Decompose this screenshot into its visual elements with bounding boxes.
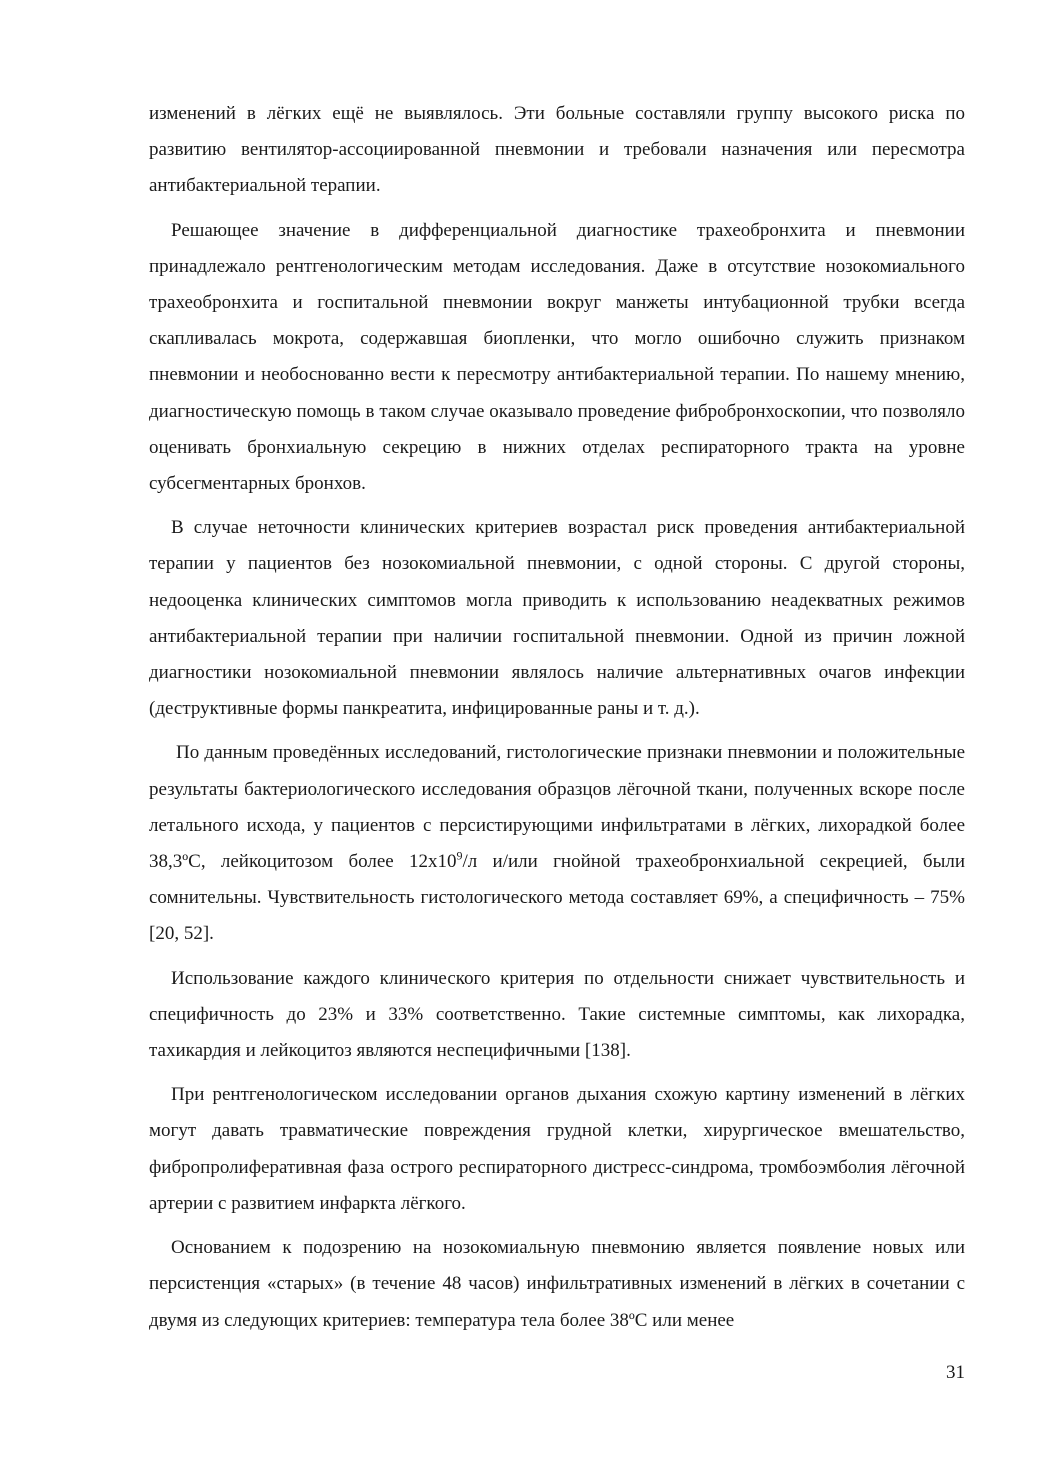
exponent-superscript: 9 [456,848,463,863]
paragraph-4-text-before: По данным проведённых исследований, гистологические признаки пневмонии и положительные результаты бактериологического исследования образцов лёгочной ткани, полученных вскоре после летального исхода, у пациентов с персистирующими инфильтратами в лёгких, лихорадкой более 38,3ºС, лейкоцитозом более 12х10 [149,742,965,873]
paragraph-4-text-after: /л и/или гнойной трахеобронхиальной секрецией, были сомнительны. Чувствительность гистологического метода составляет 69%, а специфичность – 75% [20, 52]. [149,851,965,945]
paragraph-6: При рентгенологическом исследовании органов дыхания схожую картину изменений в лёгких могут давать травматические повреждения грудной клетки, хирургическое вмешательство, фибропролиферативная фаза острого респираторного дистресс-синдрома, тромбоэмболия лёгочной артерии с развитием инфаркта лёгкого. [149,1084,965,1214]
paragraph-7: Основанием к подозрению на нозокомиальную пневмонию является появление новых или персистенция «старых» (в течение 48 часов) инфильтративных изменений в лёгких в сочетании с двумя из следующих критериев: температура тела более 38ºС или менее [149,1237,965,1331]
paragraph-5: Использование каждого клинического критерия по отдельности снижает чувствительность и специфичность до 23% и 33% соответственно. Такие системные симптомы, как лихорадка, тахикардия и лейкоцитоз являются неспецифичными [138]. [149,967,965,1062]
paragraph-1: изменений в лёгких ещё не выявлялось. Эти больные составляли группу высокого риска по развитию вентилятор-ассоциированной пневмонии и требовали назначения или пересмотра антибактериальной терапии. [149,103,965,197]
document-page [149,96,965,1339]
paragraph-2: Решающее значение в дифференциальной диагностике трахеобронхита и пневмонии принадлежало рентгенологическим методам исследования. Даже в отсутствие нозокомиального трахеобронхита и госпитальной пневмонии вокруг манжеты интубационной трубки всегда скапливалась мокрота, содержавшая биопленки, что могло ошибочно служить признаком пневмонии и необоснованно вести к пересмотру антибактериальной терапии. По нашему мнению, диагностическую помощь в таком случае оказывало проведение фибробронхоскопии, что позволяло оценивать бронхиальную секрецию в нижних отделах респираторного тракта на уровне субсегментарных бронхов. [149,219,965,495]
page-number: 31 [946,1362,965,1383]
paragraph-4 [149,735,965,952]
paragraph-3: В случае неточности клинических критериев возрастал риск проведения антибактериальной терапии у пациентов без нозокомиальной пневмонии, с одной стороны. С другой стороны, недооценка клинических симптомов могла приводить к использованию неадекватных режимов антибактериальной терапии при наличии госпитальной пневмонии. Одной из причин ложной диагностики нозокомиальной пневмонии являлось наличие альтернативных очагов инфекции (деструктивные формы панкреатита, инфицированные раны и т. д.). [149,517,965,720]
